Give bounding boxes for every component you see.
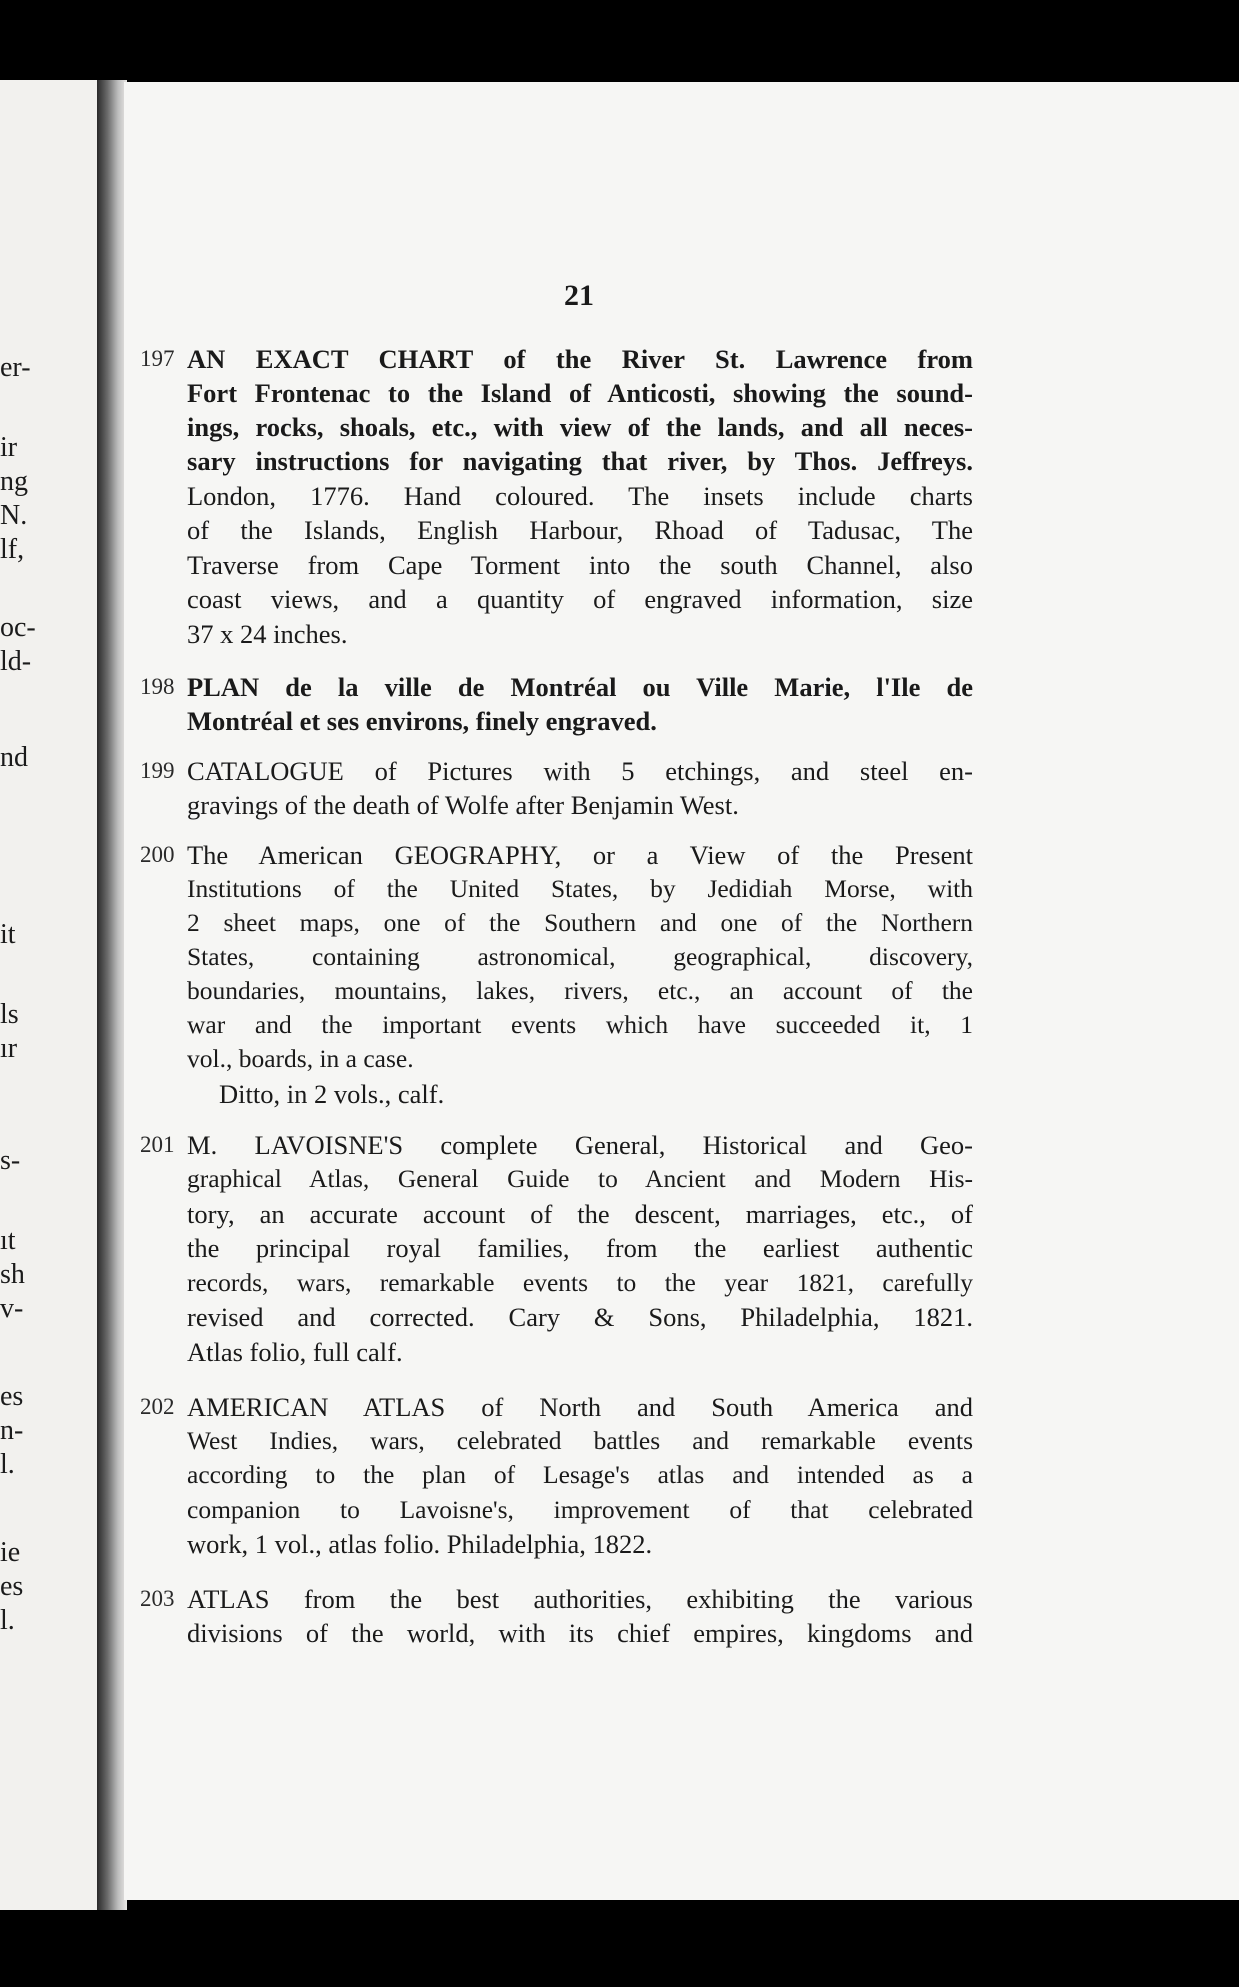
entry-text-line: companion to Lavoisne's, improvement of that celebrated <box>187 1495 973 1524</box>
entry-text-line: tory, an accurate account of the descent, marriages, etc., of <box>187 1199 973 1229</box>
entry-text-line: States, containing astronomical, geographical, discovery, <box>187 942 973 971</box>
entry-text-line: Traverse from Cape Torment into the south Channel, also <box>187 550 973 580</box>
entry-text-line: Montréal et ses environs, finely engraved. <box>187 706 657 736</box>
entry-text-line: according to the plan of Lesage's atlas and intended as a <box>187 1460 973 1489</box>
facing-page-fragment: v- <box>0 1293 24 1324</box>
entry-number: 201 <box>140 1132 175 1157</box>
entry-text-line: London, 1776. Hand coloured. The insets include charts <box>187 481 973 511</box>
entry-text-line: CATALOGUE of Pictures with 5 etchings, and steel en- <box>187 756 973 786</box>
facing-page-fragment: ır <box>0 1033 18 1064</box>
entry-number: 200 <box>140 842 175 867</box>
page-number: 21 <box>564 279 594 312</box>
book-gutter-shadow <box>97 80 127 1910</box>
facing-page-fragment: lf, <box>0 534 25 565</box>
entry-text-line: West Indies, wars, celebrated battles and remarkable events <box>187 1426 973 1455</box>
facing-page-fragment: ls <box>0 999 19 1030</box>
entry-text-line: divisions of the world, with its chief empires, kingdoms and <box>187 1618 973 1648</box>
entry-text-line: ings, rocks, shoals, etc., with view of the lands, and all neces- <box>187 412 973 442</box>
entry-text-line: the principal royal families, from the earliest authentic <box>187 1233 973 1263</box>
entry-text-line: AN EXACT CHART of the River St. Lawrence from <box>187 344 973 374</box>
facing-page-fragment: ng <box>0 466 28 497</box>
entry-number: 202 <box>140 1394 175 1419</box>
facing-page-fragment: n- <box>0 1415 24 1446</box>
entry-ditto-line: Ditto, in 2 vols., calf. <box>219 1079 445 1109</box>
entry-text-line: Fort Frontenac to the Island of Anticosti, showing the sound- <box>187 378 973 408</box>
facing-page-edge <box>0 80 97 1910</box>
facing-page-fragment: l. <box>0 1605 15 1636</box>
entry-text-line: boundaries, mountains, lakes, rivers, etc., an account of the <box>187 976 973 1005</box>
entry-text-line: vol., boards, in a case. <box>187 1044 414 1073</box>
entry-text-line: sary instructions for navigating that river, by Thos. Jeffreys. <box>187 446 973 476</box>
facing-page-fragment: s- <box>0 1145 21 1176</box>
entry-text-line: The American GEOGRAPHY, or a View of the Present <box>187 840 973 870</box>
entry-text-line: graphical Atlas, General Guide to Ancient and Modern His- <box>187 1164 973 1193</box>
facing-page-fragment: es <box>0 1571 24 1602</box>
entry-text-line: work, 1 vol., atlas folio. Philadelphia, 1822. <box>187 1529 653 1559</box>
facing-page-fragment: ld- <box>0 646 32 677</box>
entry-number: 198 <box>140 674 175 699</box>
facing-page-fragment: nd <box>0 742 28 773</box>
facing-page-fragment: oc- <box>0 612 36 643</box>
entry-text-line: PLAN de la ville de Montréal ou Ville Marie, l'Ile de <box>187 672 973 702</box>
entry-text-line: Atlas folio, full calf. <box>187 1337 403 1367</box>
entry-text-line: 2 sheet maps, one of the Southern and one of the Northern <box>187 908 973 937</box>
facing-page-fragment: N. <box>0 500 28 531</box>
facing-page-fragment: ıt <box>0 1225 16 1256</box>
entry-text-line: AMERICAN ATLAS of North and South America and <box>187 1392 973 1422</box>
entry-text-line: coast views, and a quantity of engraved information, size <box>187 584 973 614</box>
facing-page-fragment: ir <box>0 432 18 463</box>
facing-page-fragment: er- <box>0 352 31 383</box>
facing-page-fragment: l. <box>0 1449 15 1480</box>
entry-text-line: gravings of the death of Wolfe after Benjamin West. <box>187 790 739 820</box>
entry-text-line: 37 x 24 inches. <box>187 619 348 649</box>
entry-number: 197 <box>140 346 175 371</box>
facing-page-fragment: es <box>0 1381 24 1412</box>
entry-text-line: ATLAS from the best authorities, exhibiting the various <box>187 1584 973 1614</box>
facing-page-fragment: it <box>0 919 16 950</box>
entry-text-line: Institutions of the United States, by Jedidiah Morse, with <box>187 874 973 903</box>
entry-text-line: M. LAVOISNE'S complete General, Historical and Geo- <box>187 1130 973 1160</box>
facing-page-fragment: sh <box>0 1259 25 1290</box>
entry-number: 203 <box>140 1586 175 1611</box>
entry-text-line: records, wars, remarkable events to the year 1821, carefully <box>187 1268 973 1297</box>
entry-text-line: revised and corrected. Cary & Sons, Philadelphia, 1821. <box>187 1302 973 1332</box>
entry-text-line: war and the important events which have succeeded it, 1 <box>187 1010 973 1039</box>
entry-number: 199 <box>140 758 175 783</box>
entry-text-line: of the Islands, English Harbour, Rhoad of Tadusac, The <box>187 515 973 545</box>
facing-page-fragment: ie <box>0 1537 21 1568</box>
